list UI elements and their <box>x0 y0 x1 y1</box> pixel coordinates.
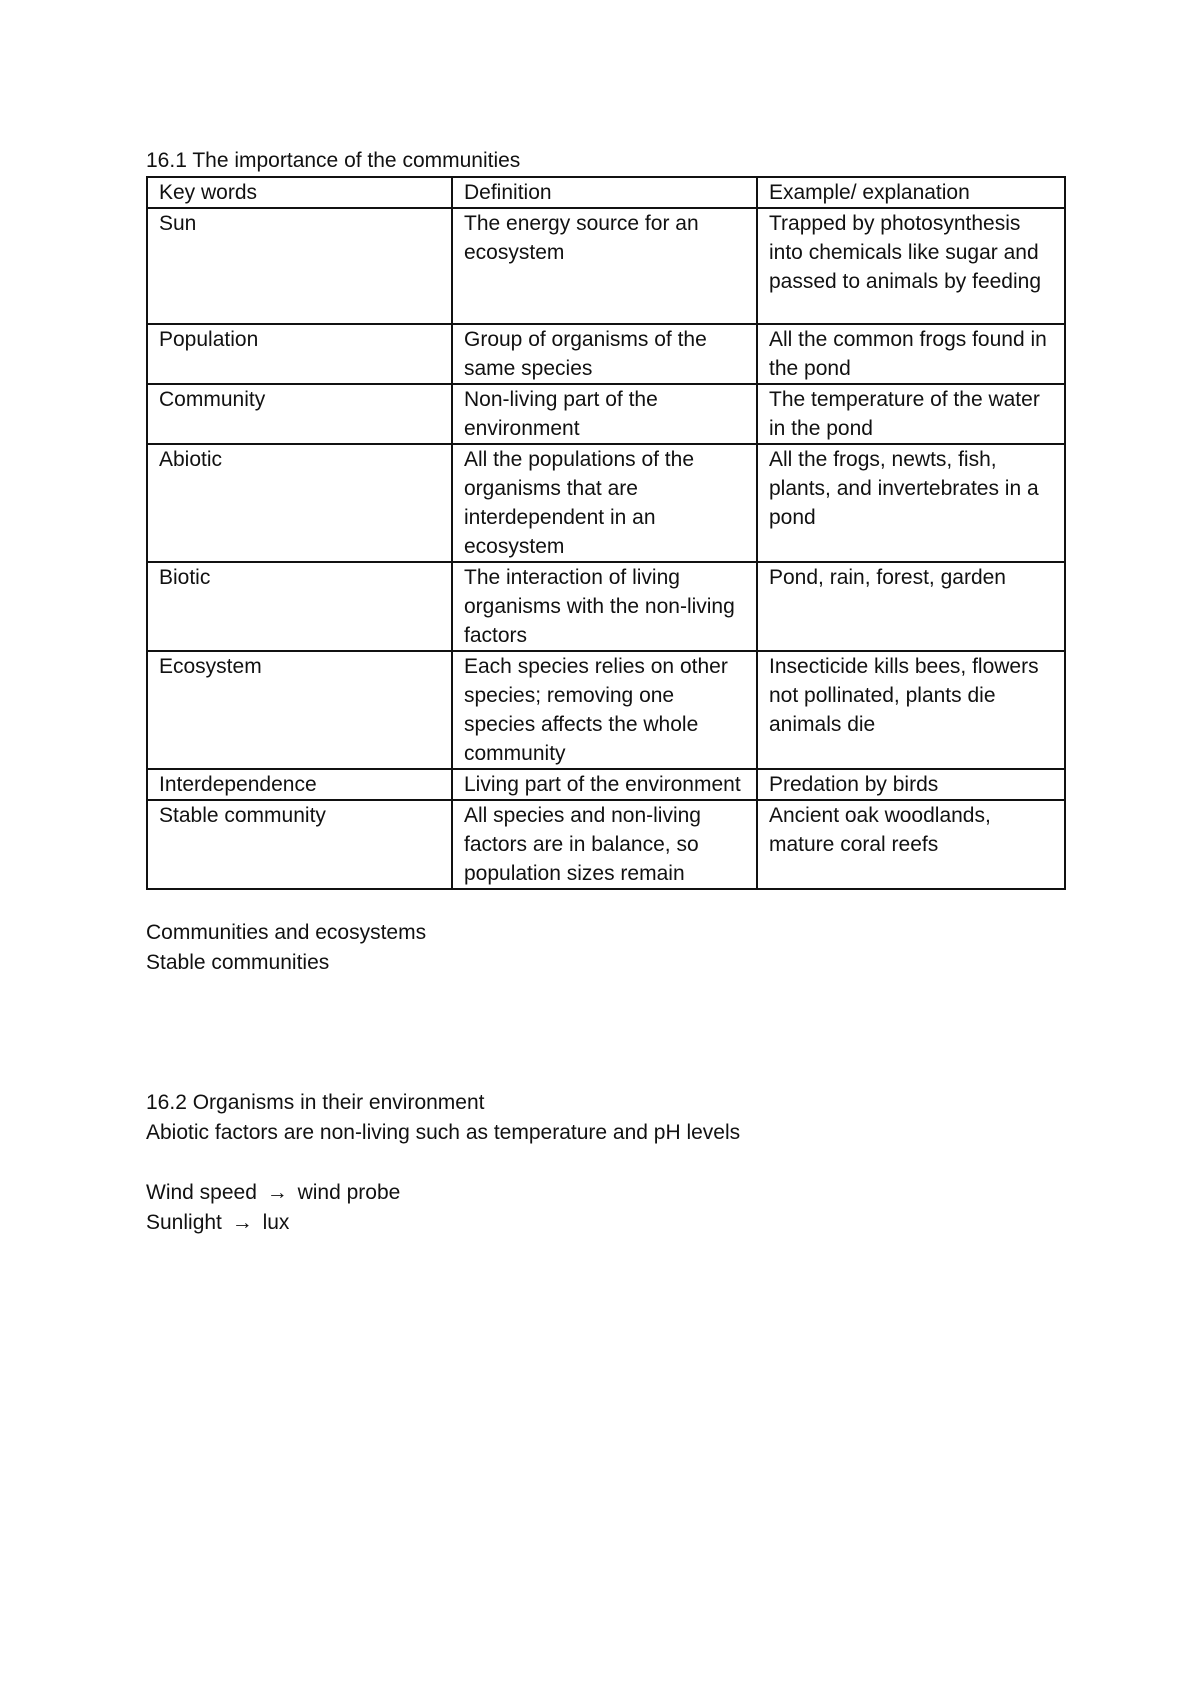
right-arrow-icon: → <box>266 1181 288 1204</box>
table-row <box>147 324 1065 384</box>
table-header-row <box>147 177 1065 208</box>
table-cell-example: Trapped by photosynthesis into chemicals like sugar and passed to animals by feeding <box>757 208 1065 324</box>
table-cell-keyword: Abiotic <box>147 444 452 562</box>
factor-line <box>146 1208 1066 1238</box>
table-cell-definition: Group of organisms of the same species <box>452 324 757 384</box>
table-row <box>147 769 1065 800</box>
table-cell-example: All the frogs, newts, fish, plants, and invertebrates in a pond <box>757 444 1065 562</box>
section-2-title: 16.2 Organisms in their environment <box>146 1091 485 1114</box>
table-cell-keyword: Community <box>147 384 452 444</box>
header-key-words: Key words <box>147 177 452 208</box>
factor-line <box>146 1178 1066 1208</box>
table-cell-example: Insecticide kills bees, flowers not pollinated, plants die animals die <box>757 651 1065 769</box>
table-cell-keyword: Biotic <box>147 562 452 651</box>
table-cell-definition: Non-living part of the environment <box>452 384 757 444</box>
table-cell-example: All the common frogs found in the pond <box>757 324 1065 384</box>
table-cell-definition: Living part of the environment <box>452 769 757 800</box>
table-row <box>147 208 1065 324</box>
factor-name: Sunlight <box>146 1211 222 1234</box>
table-cell-keyword: Interdependence <box>147 769 452 800</box>
table-cell-definition: All species and non-living factors are in balance, so population sizes remain <box>452 800 757 889</box>
table-cell-definition: Each species relies on other species; removing one species affects the whole community <box>452 651 757 769</box>
table-cell-example: Predation by birds <box>757 769 1065 800</box>
section-1-title: 16.1 The importance of the communities <box>146 149 521 172</box>
table-cell-definition: The interaction of living organisms with the non-living factors <box>452 562 757 651</box>
table-cell-example: The temperature of the water in the pond <box>757 384 1065 444</box>
table-row <box>147 800 1065 889</box>
table-cell-keyword: Ecosystem <box>147 651 452 769</box>
note-line: Stable communities <box>146 951 330 974</box>
section-1-notes <box>146 918 1066 978</box>
table-cell-keyword: Sun <box>147 208 452 324</box>
table-row <box>147 444 1065 562</box>
header-example: Example/ explanation <box>757 177 1065 208</box>
header-definition: Definition <box>452 177 757 208</box>
table-cell-example: Ancient oak woodlands, mature coral reefs <box>757 800 1065 889</box>
table-cell-example: Pond, rain, forest, garden <box>757 562 1065 651</box>
table-cell-keyword: Population <box>147 324 452 384</box>
factor-measure: wind probe <box>297 1181 401 1204</box>
table-row <box>147 651 1065 769</box>
note-line: Communities and ecosystems <box>146 921 427 944</box>
factor-measure: lux <box>262 1211 290 1234</box>
table-row <box>147 384 1065 444</box>
table-cell-definition: The energy source for an ecosystem <box>452 208 757 324</box>
table-cell-definition: All the populations of the organisms that are interdependent in an ecosystem <box>452 444 757 562</box>
factor-name: Wind speed <box>146 1181 257 1204</box>
section-2-intro: Abiotic factors are non-living such as temperature and pH levels <box>146 1121 741 1144</box>
table-row <box>147 562 1065 651</box>
document-page <box>146 146 1066 1238</box>
key-words-table <box>146 176 1066 890</box>
table-cell-keyword: Stable community <box>147 800 452 889</box>
right-arrow-icon: → <box>231 1211 253 1234</box>
